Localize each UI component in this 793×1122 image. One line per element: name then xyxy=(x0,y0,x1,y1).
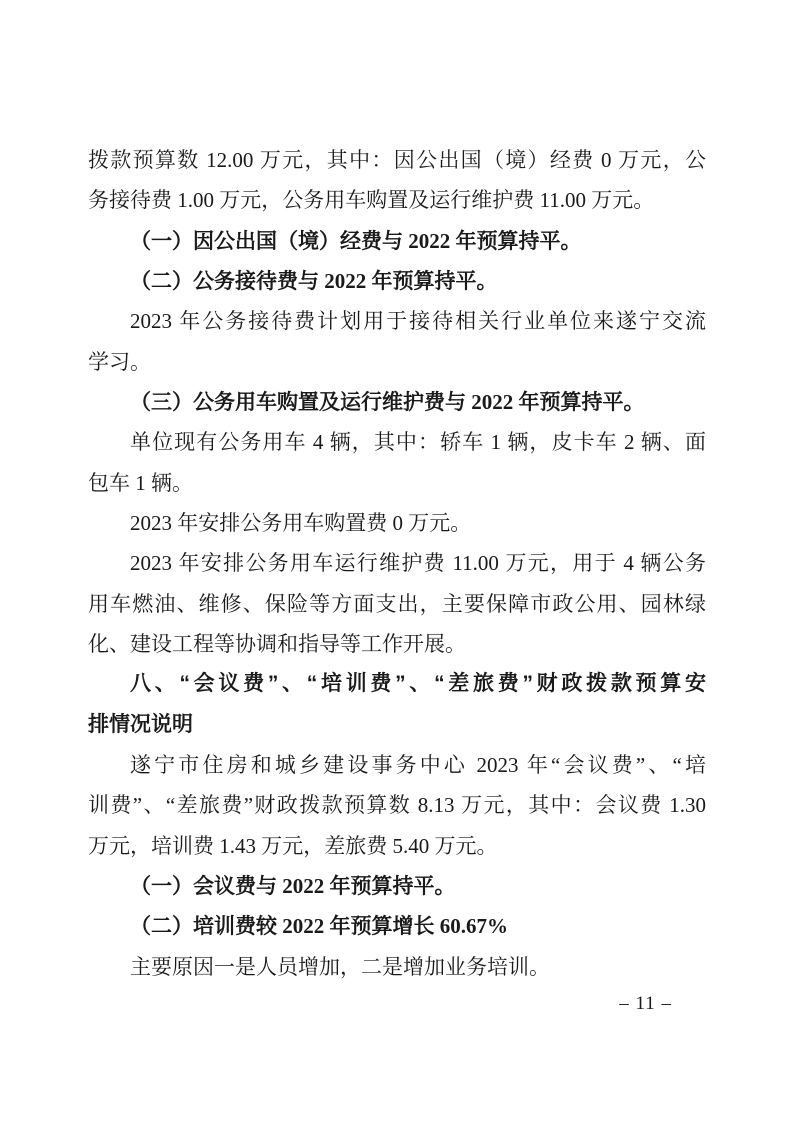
text-line: （一）因公出国（境）经费与 2022 年预算持平。 xyxy=(130,228,582,253)
text-line: 训费”、“差旅费”财政拨款预算数 8.13 万元，其中：会议费 1.30 xyxy=(88,793,706,818)
document-content xyxy=(88,140,706,987)
heading-meeting-training-travel xyxy=(88,664,706,745)
page-number: – 11 – xyxy=(619,993,672,1014)
text-line: 2023 年公务接待费计划用于接待相关行业单位来遂宁交流 xyxy=(130,309,706,334)
heading-reception-expense xyxy=(88,261,706,301)
heading-meeting-fee xyxy=(88,866,706,906)
paragraph-training-reason xyxy=(88,947,706,987)
text-line: 八、“会议费”、“培训费”、“差旅费”财政拨款预算安 xyxy=(130,672,706,696)
heading-overseas-expense xyxy=(88,221,706,261)
heading-vehicle-expense xyxy=(88,382,706,422)
text-line: （一）会议费与 2022 年预算持平。 xyxy=(130,873,456,898)
paragraph-vehicle-purchase xyxy=(88,503,706,543)
paragraph-vehicle-maintenance xyxy=(88,543,706,664)
text-line: 排情况说明 xyxy=(88,712,193,736)
text-line: 务接待费 1.00 万元，公务用车购置及运行维护费 11.00 万元。 xyxy=(88,188,655,213)
text-line: 化、建设工程等协调和指导等工作开展。 xyxy=(88,631,466,656)
text-line: （三）公务用车购置及运行维护费与 2022 年预算持平。 xyxy=(130,389,645,414)
heading-training-fee xyxy=(88,906,706,946)
text-line: 2023 年安排公务用车购置费 0 万元。 xyxy=(130,510,472,535)
text-line: （二）公务接待费与 2022 年预算持平。 xyxy=(130,268,498,293)
paragraph-vehicle-fleet xyxy=(88,422,706,503)
text-line: 主要原因一是人员增加，二是增加业务培训。 xyxy=(130,954,550,979)
text-line: 单位现有公务用车 4 辆，其中：轿车 1 辆，皮卡车 2 辆、面 xyxy=(130,430,706,455)
paragraph-three-public-total xyxy=(88,140,706,221)
text-line: 万元，培训费 1.43 万元，差旅费 5.40 万元。 xyxy=(88,833,498,858)
text-line: （二）培训费较 2022 年预算增长 60.67% xyxy=(130,914,508,939)
paragraph-reception-plan xyxy=(88,301,706,382)
text-line: 用车燃油、维修、保险等方面支出，主要保障市政公用、园林绿 xyxy=(88,591,706,616)
text-line: 包车 1 辆。 xyxy=(88,470,193,495)
text-line: 拨款预算数 12.00 万元，其中：因公出国（境）经费 0 万元，公 xyxy=(88,148,706,172)
text-line: 学习。 xyxy=(88,349,151,374)
paragraph-fees-budget xyxy=(88,745,706,866)
text-line: 遂宁市住房和城乡建设事务中心 2023 年“会议费”、“培 xyxy=(130,752,706,777)
text-line: 2023 年安排公务用车运行维护费 11.00 万元，用于 4 辆公务 xyxy=(130,551,706,576)
